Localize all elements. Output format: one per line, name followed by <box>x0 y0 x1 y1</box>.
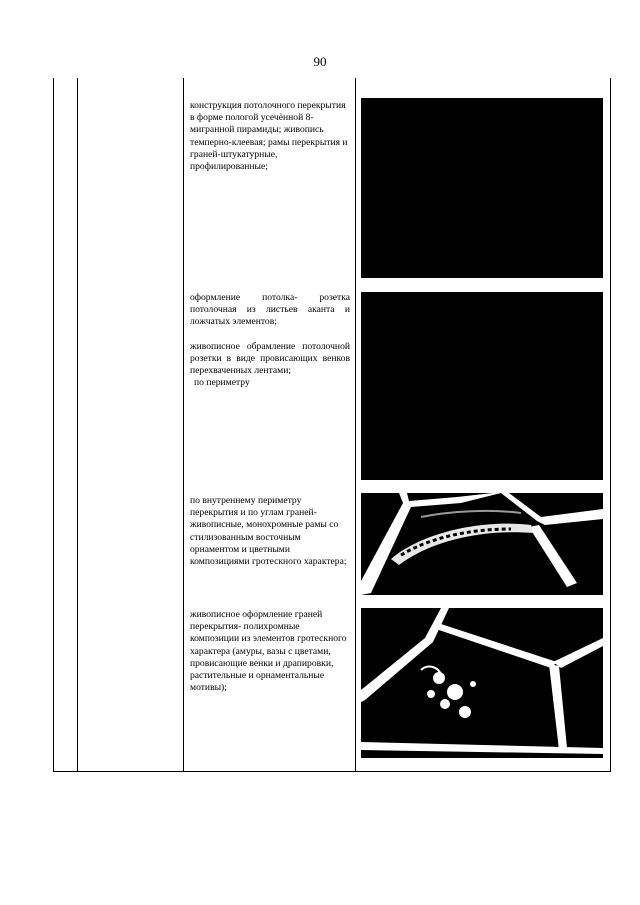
table-column-divider <box>183 78 184 772</box>
photo-ceiling-construction <box>361 98 603 278</box>
table-column-divider <box>77 78 78 772</box>
description-ceiling-construction: конструкция потолочного перекрытия в форме пологой усечённой 8-мигранной пирамиды; живопись темперно-клеевая; рамы перекрытия и граней-штукатурные, профилированные; <box>190 100 348 173</box>
table-border-left <box>53 78 54 772</box>
ceiling-frames-drawing <box>361 493 603 595</box>
photo-polychrome-compositions <box>361 608 603 758</box>
photo-ceiling-rosette <box>361 292 603 480</box>
photo-monochrome-frames <box>361 493 603 595</box>
grotesque-drawing <box>361 608 603 758</box>
perimeter-text: по периметру <box>194 377 250 389</box>
description-ceiling-rosette <box>190 292 350 389</box>
page-number: 90 <box>313 54 327 69</box>
table-border-bottom <box>53 771 611 772</box>
description-polychrome-compositions: живописное оформление граней перекрытия- полихромные композиции из элементов гротескного характера (амуры, вазы с цветами, провисающие венки и драпировки, растительные и орнаментальные мотивы); <box>190 609 347 694</box>
rosette-frame-text: живописное обрамление потолочной розетки в виде провисающих венков перехваченных лентами; <box>190 340 350 377</box>
description-monochrome-frames: по внутреннему периметру перекрытия и по углам граней-живописные, монохромные рамы со стилизованным восточным орнаментом и цветными композициями гротескного характера; <box>190 495 347 568</box>
table-border-right <box>610 78 611 772</box>
table-column-divider <box>355 78 356 772</box>
rosette-text: оформление потолка- розетка потолочная из листьев аканта и ложчатых элементов; <box>190 292 350 328</box>
